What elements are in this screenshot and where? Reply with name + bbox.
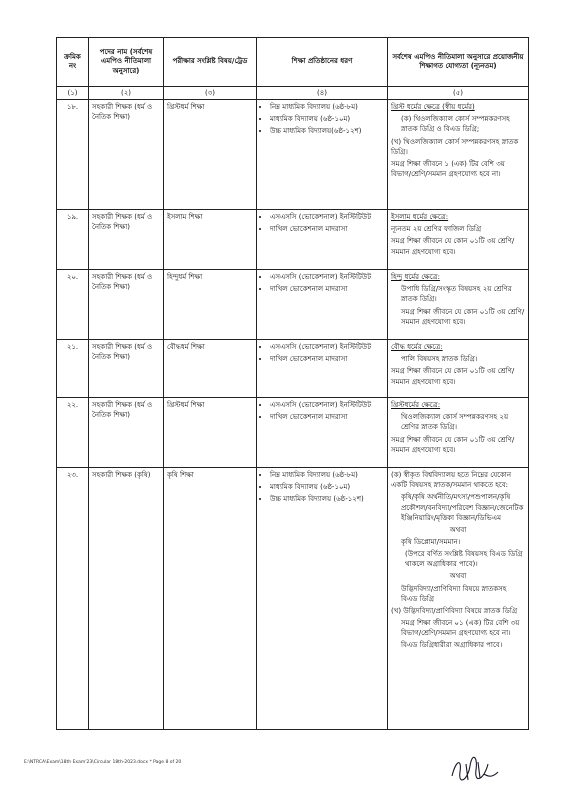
qualification-line: থিওলজিক্যাল কোর্স সম্পন্নকরণসহ ২য় শ্রেণির স্নাতক ডিগ্রি। (401, 413, 509, 432)
post-cell: সহকারী শিক্ষক (ধর্ম ও নৈতিক শিক্ষা) (89, 270, 164, 340)
institution-list (260, 272, 384, 294)
qualification-line: (উপরে বর্ণিত সংশ্লিষ্ট বিষয়সহ বিএড ডিগ্রি থাকলে অগ্রাধিকার পাবে)। (405, 550, 523, 569)
institution-cell (257, 210, 388, 270)
qualification-cell (388, 100, 529, 210)
qualification-heading: হিন্দু ধর্মের ক্ষেত্রে: (391, 273, 441, 282)
qualification-line: সমগ্র শিক্ষা জীবনে যে কোন ০১টি ৩য় শ্রেণি/সমমান গ্রহণযোগ্য হবে। (401, 307, 525, 326)
header-institution: শিক্ষা প্রতিষ্ঠানের ধরণ (257, 38, 388, 87)
post-cell: সহকারী শিক্ষক (ধর্ম ও নৈতিক শিক্ষা) (89, 340, 164, 398)
subject-cell: ইসলাম শিক্ষা (164, 210, 257, 270)
institution-cell (257, 100, 388, 210)
list-item: • এসএসসি (ভোকেশনাল) ইনস্টিটিউট (270, 400, 384, 410)
qualification-cell (388, 210, 529, 270)
col-number: (১) (57, 87, 89, 100)
page-footer: E:\NTRCA\Exam\18th Exam'23\Circular 18th-2023.docx * Page 8 of 20 (24, 760, 182, 765)
subject-cell: বৌদ্ধধর্ম শিক্ষা (164, 340, 257, 398)
post-cell: সহকারী শিক্ষক (ধর্ম ও নৈতিক শিক্ষা) (89, 398, 164, 468)
column-number-row (57, 87, 529, 100)
serial-cell: ১৮. (57, 100, 89, 210)
list-item: • উচ্চ মাধ্যমিক বিদ্যালয় (৬ষ্ঠ-১২শ) (270, 494, 384, 504)
qualification-line: সমগ্র শিক্ষা জীবনে ০১ (এক) টির বেশি ৩য় বিভাগ/শ্রেণি/সমমান গ্রহণযোগ্য হবে না। (401, 618, 520, 638)
list-item: • দাখিল ভোকেশনাল মাদরাসা (270, 224, 384, 234)
qualification-line: বিএড ডিগ্রিধারীরা অগ্রাধিকার পাবে। (401, 641, 503, 650)
header-subject: পরীক্ষার সংশ্লিষ্ট বিষয়/ট্রেড (164, 38, 257, 87)
table-row (57, 210, 529, 270)
qualification-line: (ক) স্বীকৃত বিশ্ববিদ্যালয় হতে নিম্নের যেকোন একটি বিষয়সহ স্নাতক/সমমান থাকতে হবে: (391, 471, 512, 490)
institution-list (260, 470, 384, 504)
qualification-line: অথবা (449, 572, 467, 581)
qualification-line: (খ) থিওলজিক্যাল কোর্স সম্পন্নকরণসহ স্নাতক ডিগ্রি। (391, 137, 519, 156)
institution-list (260, 102, 384, 136)
subject-cell: খ্রিস্টধর্ম শিক্ষা (164, 100, 257, 210)
col-number: (৪) (257, 87, 388, 100)
col-number: (৩) (164, 87, 257, 100)
qualification-cell (388, 340, 529, 398)
subject-cell: কৃষি শিক্ষা (164, 468, 257, 730)
post-cell: সহকারী শিক্ষক (ধর্ম ও নৈতিক শিক্ষা) (89, 210, 164, 270)
subject-cell: হিন্দুধর্ম শিক্ষা (164, 270, 257, 340)
list-item: • মাধ্যমিক বিদ্যালয় (৬ষ্ঠ-১০ম) (270, 114, 384, 124)
qualification-cell (388, 270, 529, 340)
list-item: • নিম্ন মাধ্যমিক বিদ্যালয় (৬ষ্ঠ-৮ম) (270, 470, 384, 480)
institution-cell (257, 468, 388, 730)
qualification-line: পালি বিষয়সহ স্নাতক ডিগ্রি। (401, 355, 478, 364)
qualification-line: কৃষি/কৃষি অর্থনীতি/মৎস্য/পশুপালন/কৃষি প্রকৌশল/বনবিদ্যা/পরিবেশ বিজ্ঞান/জেনেটিক ইঞ্জিনিয়ারিং/মৃত্তিকা বিজ্ঞান/ডিভিএম (401, 493, 524, 522)
subject-cell: খ্রিস্টধর্ম শিক্ষা (164, 398, 257, 468)
header-qualification: সর্বশেষ এমপিও নীতিমালা অনুসারে প্রয়োজনীয় শিক্ষাগত যোগ্যতা (ন্যূনতম) (388, 38, 529, 87)
post-cell: সহকারী শিক্ষক (ধর্ম ও নৈতিক শিক্ষা) (89, 100, 164, 210)
qualification-line: ন্যূনতম ২য় শ্রেণির ফাজিল ডিগ্রি (391, 225, 482, 234)
list-item: • নিম্ন মাধ্যমিক বিদ্যালয় (৬ষ্ঠ-৮ম) (270, 102, 384, 112)
list-item: • মাধ্যমিক বিদ্যালয় (৬ষ্ঠ-১০ম) (270, 482, 384, 492)
table-row (57, 270, 529, 340)
qualification-cell (388, 468, 529, 730)
qualification-heading: খ্রিস্ট ধর্মের ক্ষেত্রে (স্বীয় ধর্মের) (391, 103, 475, 112)
col-number: (২) (89, 87, 164, 100)
qualification-heading: ইসলাম ধর্মের ক্ষেত্রে: (391, 213, 449, 222)
serial-cell: ২২. (57, 398, 89, 468)
list-item: • উচ্চ মাধ্যমিক বিদ্যালয়(৬ষ্ঠ-১২শ) (270, 126, 384, 136)
serial-cell: ১৯. (57, 210, 89, 270)
qualification-line: সমগ্র শিক্ষা জীবনে ১ (এক) টির বেশি ৩য় বিভাগ/শ্রেণি/সমমান গ্রহণযোগ্য হবে না। (391, 159, 505, 178)
col-number: (৫) (388, 87, 529, 100)
qualification-heading: খ্রিস্টধর্মের ক্ষেত্রে: (391, 401, 441, 410)
institution-cell (257, 270, 388, 340)
qualification-line: কৃষি ডিপ্লোমা/সমমান। (401, 537, 461, 546)
signature-mark (448, 754, 500, 784)
institution-list (260, 212, 384, 234)
institution-list (260, 400, 384, 422)
header-post: পদের নাম (সর্বশেষ এমপিও নীতিমালা অনুসারে) (89, 38, 164, 87)
list-item: • এসএসসি (ভোকেশনাল) ইনস্টিটিউট (270, 272, 384, 282)
header-serial: ক্রমিক নং (57, 38, 89, 87)
table-row (57, 398, 529, 468)
header-row (57, 38, 529, 87)
qualification-line: অথবা (449, 525, 467, 534)
qualification-line: উদ্ভিদবিদ্যা/প্রাণিবিদ্যা বিষয়ে স্নাতকসহ বিএড ডিগ্রি (401, 584, 507, 603)
table-row (57, 340, 529, 398)
serial-cell: ২১. (57, 340, 89, 398)
qualification-line: সমগ্র শিক্ষা জীবনে যে কোন ০১টি ৩য় শ্রেণি/সমমান গ্রহণযোগ্য হবে। (391, 237, 515, 256)
requirements-table (56, 37, 529, 730)
post-cell: সহকারী শিক্ষক (কৃষি) (89, 468, 164, 730)
qualification-line: সমগ্র শিক্ষা জীবনে যে কোন ০১টি ৩য় শ্রেণি/সমমান গ্রহণযোগ্য হবে। (391, 367, 515, 386)
qualification-line: (ক) থিওলজিক্যাল কোর্স সম্পন্নকরণসহ স্নাতক ডিগ্রি ও বিএড ডিগ্রি; (401, 115, 510, 134)
institution-cell (257, 340, 388, 398)
qualification-cell (388, 398, 529, 468)
table-row (57, 468, 529, 730)
list-item: • এসএসসি (ভোকেশনাল) ইনস্টিটিউট (270, 342, 384, 352)
qualification-line: উপাধি ডিগ্রি/সংস্কৃত বিষয়সহ ২য় শ্রেণির স্নাতক ডিগ্রি। (401, 285, 512, 304)
qualification-heading: বৌদ্ধ ধর্মের ক্ষেত্রে: (391, 343, 443, 352)
qualification-line: সমগ্র শিক্ষা জীবনে যে কোন ০১টি ৩য় শ্রেণি/সমমান গ্রহণযোগ্য হবে। (391, 435, 515, 454)
qualification-line: (খ) উদ্ভিদবিদ্যা/প্রাণিবিদ্যা বিষয়ে স্নাতক ডিগ্রি (391, 606, 518, 615)
table-row (57, 100, 529, 210)
institution-list (260, 342, 384, 364)
list-item: • দাখিল ভোকেশনাল মাদরাসা (270, 284, 384, 294)
serial-cell: ২৩. (57, 468, 89, 730)
list-item: • দাখিল ভোকেশনাল মাদরাসা (270, 354, 384, 364)
institution-cell (257, 398, 388, 468)
list-item: • দাখিল ভোকেশনাল মাদরাসা (270, 412, 384, 422)
serial-cell: ২০. (57, 270, 89, 340)
list-item: • এসএসসি (ভোকেশনাল) ইনস্টিটিউট (270, 212, 384, 222)
